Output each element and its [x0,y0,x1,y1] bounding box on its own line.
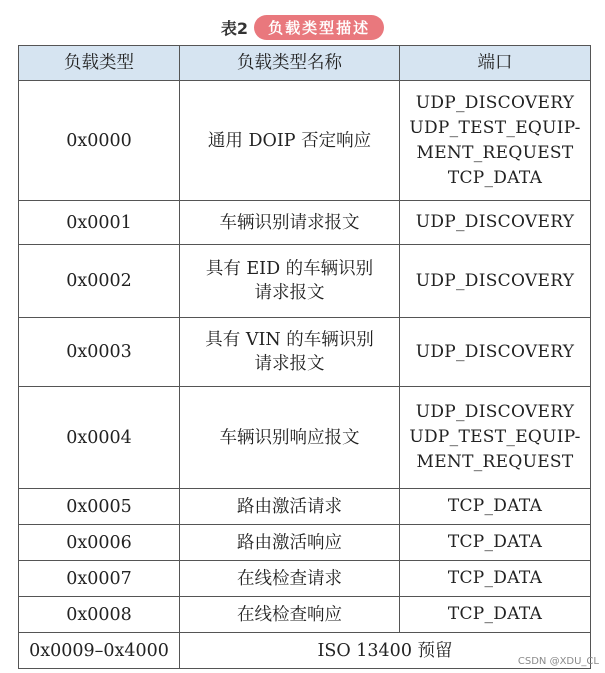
caption-title: 负载类型描述 [254,15,384,40]
port-cell [400,489,591,525]
table-row [19,245,591,318]
reserved-merged-cell: ISO 13400 预留 [180,633,591,669]
table-row [19,489,591,525]
port-cell [400,318,591,387]
payload-name-line: 在线检查响应 [237,604,342,625]
port-cell [400,561,591,597]
port-line: UDP_DISCOVERY [415,270,575,291]
header-payload-type: 负载类型 [19,46,180,81]
payload-name-cell [180,489,400,525]
payload-name-cell [180,81,400,201]
payload-name-line: 请求报文 [254,354,325,374]
payload-type-cell: 0x0009–0x4000 [19,633,180,669]
port-line: UDP_TEST_EQUIP- [409,427,581,447]
port-line: TCP_DATA [447,604,543,624]
payload-type-cell: 0x0001 [19,201,180,245]
payload-name-cell [180,561,400,597]
header-port: 端口 [400,46,591,81]
payload-name-cell [180,318,400,387]
port-cell [400,201,591,245]
payload-type-cell: 0x0003 [19,318,180,387]
table-row [19,597,591,633]
table-header-row [19,46,591,81]
payload-type-cell: 0x0005 [19,489,180,525]
table-row [19,561,591,597]
payload-name-line: 在线检查请求 [237,568,342,589]
payload-name-cell [180,525,400,561]
port-cell [400,597,591,633]
payload-name-line: 路由激活请求 [237,496,342,517]
table-row [19,318,591,387]
port-cell [400,525,591,561]
port-line: UDP_DISCOVERY [415,402,575,422]
table-row [19,81,591,201]
table-caption [0,14,605,40]
port-line: UDP_DISCOVERY [415,341,575,362]
header-payload-name: 负载类型名称 [180,46,400,81]
payload-name-line: 车辆识别响应报文 [219,427,360,448]
table-row [19,387,591,489]
payload-name-cell [180,597,400,633]
payload-name-line: 路由激活响应 [237,532,342,553]
payload-type-cell: 0x0006 [19,525,180,561]
port-cell [400,387,591,489]
payload-type-cell: 0x0004 [19,387,180,489]
payload-type-cell: 0x0007 [19,561,180,597]
watermark: CSDN @XDU_CL [517,656,599,667]
payload-name-cell [180,245,400,318]
payload-name-cell [180,201,400,245]
payload-name-cell [180,387,400,489]
port-line: TCP_DATA [447,496,543,516]
port-line: UDP_DISCOVERY [415,212,575,232]
payload-type-cell: 0x0000 [19,81,180,201]
payload-type-cell: 0x0002 [19,245,180,318]
caption-label: 表2 [220,18,249,38]
port-line: TCP_DATA [447,167,543,188]
payload-type-cell: 0x0008 [19,597,180,633]
port-line: UDP_TEST_EQUIP- [409,117,581,138]
table-row [19,201,591,245]
port-line: UDP_DISCOVERY [415,92,575,113]
port-line: TCP_DATA [447,532,543,552]
payload-name-line: 具有 VIN 的车辆识别 [205,330,374,350]
payload-name-line: 请求报文 [254,283,325,303]
table-row-reserved [19,633,591,669]
port-cell [400,81,591,201]
port-line: MENT_REQUEST [416,142,574,163]
port-line: MENT_REQUEST [416,452,574,472]
port-cell [400,245,591,318]
payload-type-table [18,45,591,669]
port-line: TCP_DATA [447,568,543,588]
payload-name-line: 具有 EID 的车辆识别 [205,259,374,279]
payload-name-line: 车辆识别请求报文 [219,212,360,233]
table-row [19,525,591,561]
payload-name-line: 通用 DOIP 否定响应 [207,130,372,151]
